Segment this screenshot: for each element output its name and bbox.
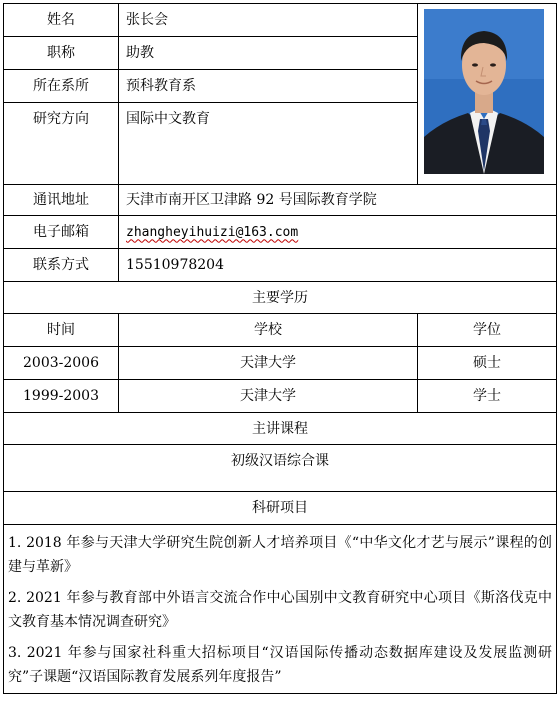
email-label: 电子邮箱 [4,216,119,249]
projects-heading: 科研项目 [4,492,557,525]
department-label: 所在系所 [4,70,119,103]
address-label: 通讯地址 [4,185,119,216]
projects-list [4,525,557,694]
email-link[interactable]: zhangheyihuizi@163.com [126,224,299,240]
education-row-2-degree: 学士 [418,380,557,413]
email-value[interactable] [119,216,557,249]
education-col-degree: 学位 [418,314,557,347]
course-item: 初级汉语综合课 [4,445,557,492]
education-col-school: 学校 [119,314,418,347]
education-row-2-time: 1999-2003 [4,380,119,413]
department-value: 预科教育系 [119,70,418,103]
table-row [4,347,557,380]
research-label: 研究方向 [4,103,119,185]
address-value: 天津市南开区卫津路 92 号国际教育学院 [119,185,557,216]
title-value: 助教 [119,37,418,70]
profile-table [3,3,557,694]
education-row-1-degree: 硕士 [418,347,557,380]
research-value: 国际中文教育 [119,103,418,185]
name-value: 张长会 [119,4,418,37]
education-row-1-time: 2003-2006 [4,347,119,380]
project-item-3: 3. 2021 年参与国家社科重大招标项目“汉语国际传播动态数据库建设及发展监测研究”子课题“汉语国际教育发展系列年度报告” [8,645,553,685]
project-item-2: 2. 2021 年参与教育部中外语言交流合作中心国别中文教育研究中心项目《斯洛伐克中文教育基本情况调查研究》 [8,590,553,630]
project-item-1: 1. 2018 年参与天津大学研究生院创新人才培养项目《“中华文化才艺与展示”课程的创建与革新》 [8,535,553,575]
title-label: 职称 [4,37,119,70]
education-col-time: 时间 [4,314,119,347]
name-label: 姓名 [4,4,119,37]
person-portrait-photo [424,9,544,174]
courses-heading: 主讲课程 [4,413,557,445]
phone-value: 15510978204 [119,249,557,282]
education-heading: 主要学历 [4,282,557,314]
photo-cell [418,4,557,185]
phone-label: 联系方式 [4,249,119,282]
education-row-2-school: 天津大学 [119,380,418,413]
education-row-1-school: 天津大学 [119,347,418,380]
table-row [4,380,557,413]
